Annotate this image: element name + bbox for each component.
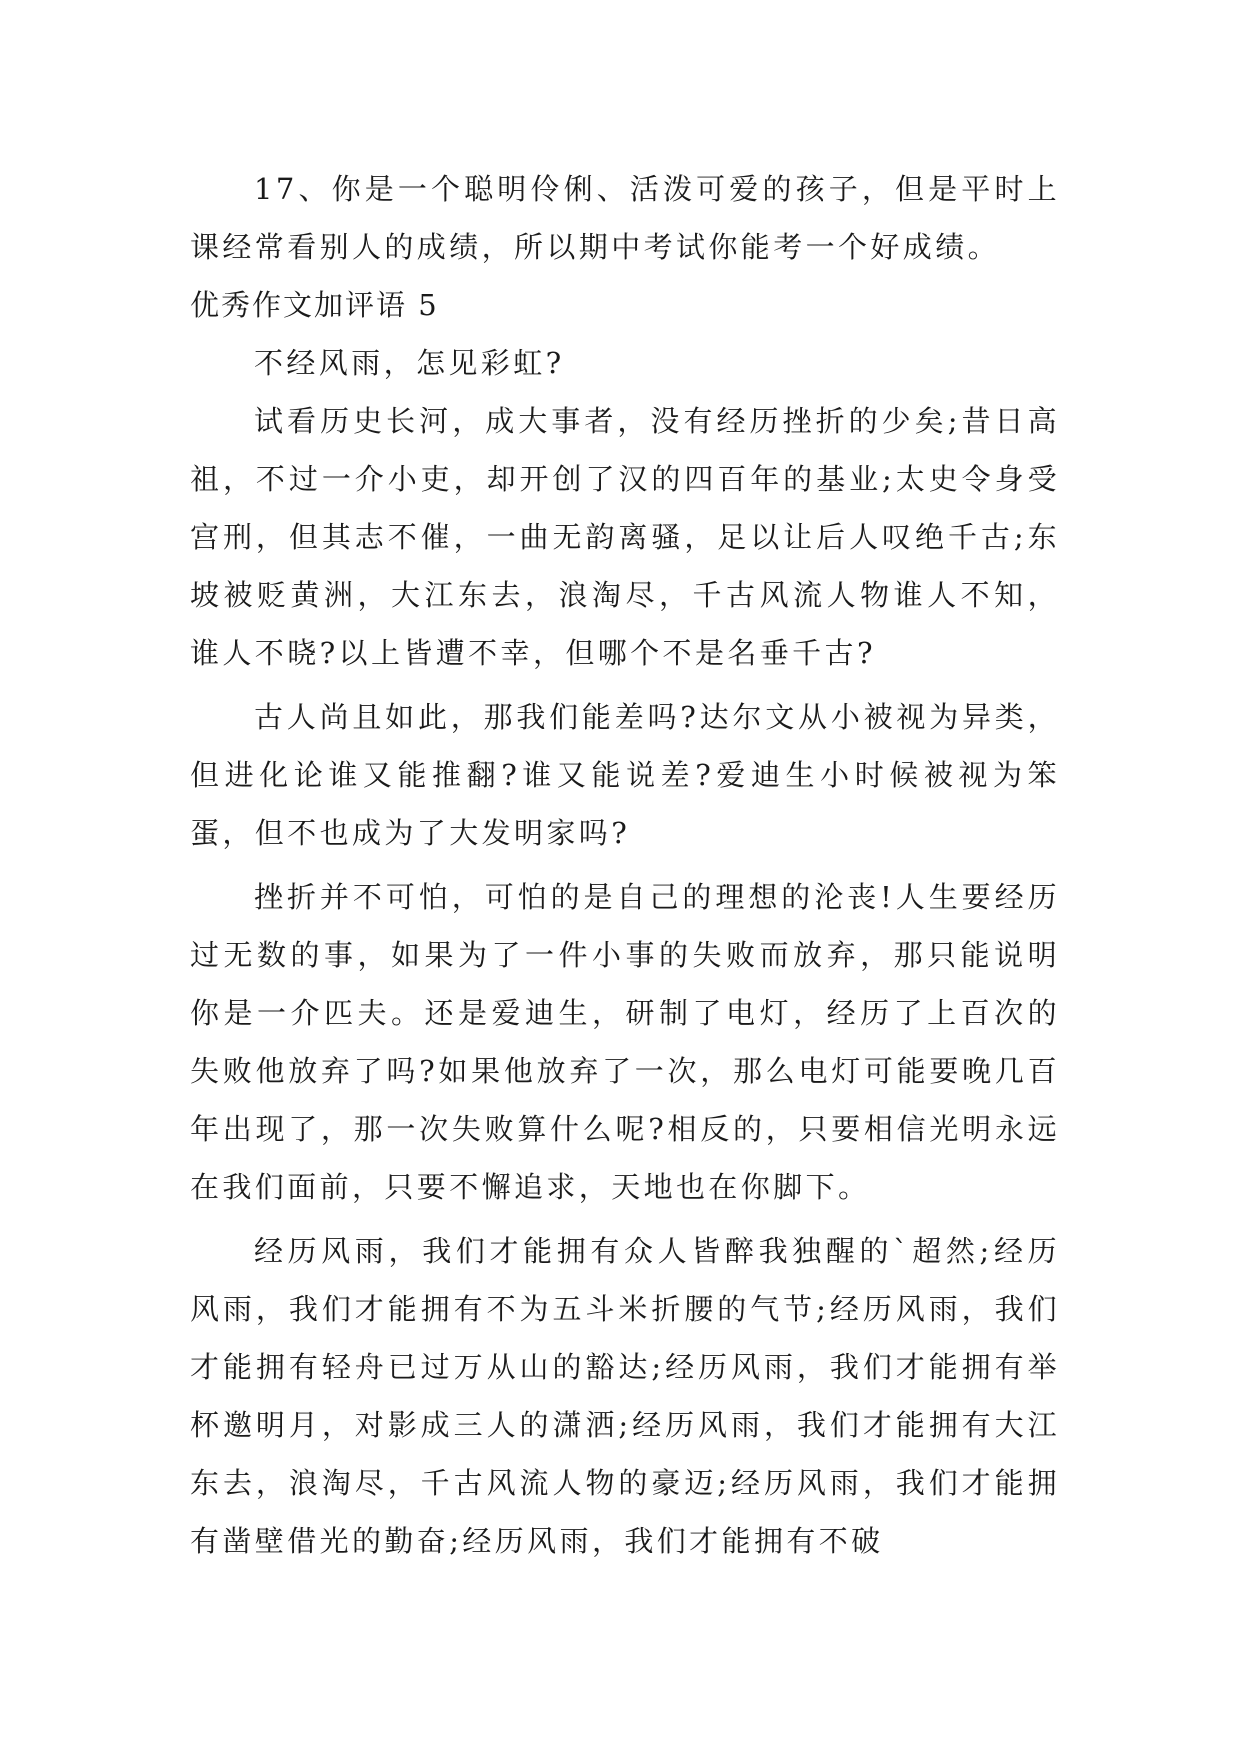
paragraph-history: 试看历史长河，成大事者，没有经历挫折的少矣;昔日高祖，不过一介小吏，却开创了汉的四百年的基业;太史令身受宫刑，但其志不催，一曲无韵离骚，足以让后人叹绝千古;东坡被贬黄洲，大江东去，浪淘尽，千古风流人物谁人不知，谁人不晓?以上皆遭不幸，但哪个不是名垂千古? [190,404,1060,670]
paragraph-setbacks: 挫折并不可怕，可怕的是自己的理想的沦丧!人生要经历过无数的事，如果为了一件小事的失败而放弃，那只能说明你是一介匹夫。还是爱迪生，研制了电灯，经历了上百次的失败他放弃了吗?如果他放弃了一次，那么电灯可能要晚几百年出现了，那一次失败算什么呢?相反的，只要相信光明永远在我们面前，只要不懈追求，天地也在你脚下。 [190,880,1060,1204]
paragraph-experience: 经历风雨，我们才能拥有众人皆醉我独醒的`超然;经历风雨，我们才能拥有不为五斗米折腰的气节;经历风雨，我们才能拥有轻舟已过万从山的豁达;经历风雨，我们才能拥有举杯邀明月，对影成三人的潇洒;经历风雨，我们才能拥有大江东去，浪淘尽，千古风流人物的豪迈;经历风雨，我们才能拥有凿壁借光的勤奋;经历风雨，我们才能拥有不破 [190,1234,1060,1558]
document-body [190,160,1060,1570]
paragraph-title-line: 不经风雨，怎见彩虹? [254,346,565,380]
paragraph-ancients: 古人尚且如此，那我们能差吗?达尔文从小被视为异类，但进化论谁又能推翻?谁又能说差?爱迪生小时候被视为笨蛋，但不也成为了大发明家吗? [190,700,1060,850]
paragraph-comment-17: 17、你是一个聪明伶俐、活泼可爱的孩子，但是平时上课经常看别人的成绩，所以期中考试你能考一个好成绩。 [190,172,1060,264]
section-heading: 优秀作文加评语 5 [190,288,439,322]
